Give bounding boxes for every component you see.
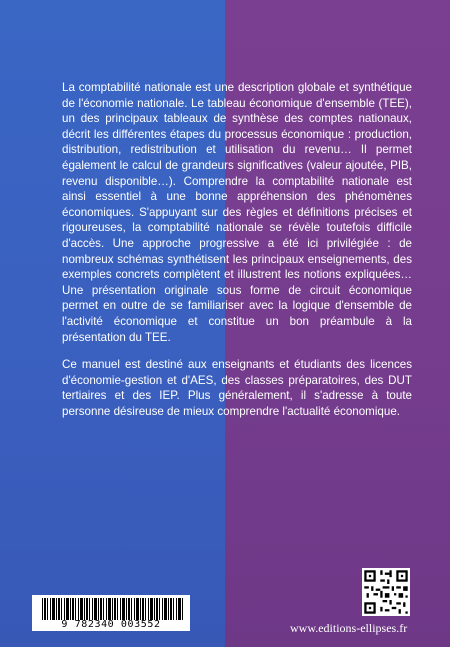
barcode-bars [42,598,184,620]
isbn-number: 9 782340 003552 [61,619,161,630]
audience-paragraph: Ce manuel est destiné aux enseignants et étudiants des licences d'économie-gestion et d'AES, des classes préparatoires, des DUT tertiaires et des IEP. Plus généralement, il s'adresse à toute personne désireuse de mieux comprendre l'actualité économique. [62,358,412,418]
barcode [32,595,190,631]
qr-code-graphic [362,568,410,616]
description-paragraph: La comptabilité nationale est une description globale et synthétique de l'économie nationale. Le tableau économique d'ensemble (TEE), un des principaux tableaux de synthèse des comptes nationaux, décrit les différentes étapes du processus économique : production, distribution, redistribution et utilisation du revenu… Il permet également le calcul de grandeurs significatives (valeur ajoutée, PIB, revenu disponible…). Comprendre la comptabilité nationale est ainsi essentiel à une bonne appréhension des phénomènes économiques. S'appuyant sur des règles et définitions précises et rigoureuses, la comptabilité nationale se révèle toutefois difficile d'accès. Une approche progressive a été ici privilégiée : de nombreux schémas synthétisent les principaux enseignements, des exemples concrets complètent et illustrent les notions expliquées… Une présentation originale sous forme de circuit économique permet en outre de se familiariser avec la logique d'ensemble de l'activité économique et constitue un bon préambule à la présentation du TEE. [62,81,412,344]
publisher-website: www.editions-ellipses.fr [290,621,408,635]
qr-code-icon [362,568,410,616]
back-cover-text [62,80,412,431]
